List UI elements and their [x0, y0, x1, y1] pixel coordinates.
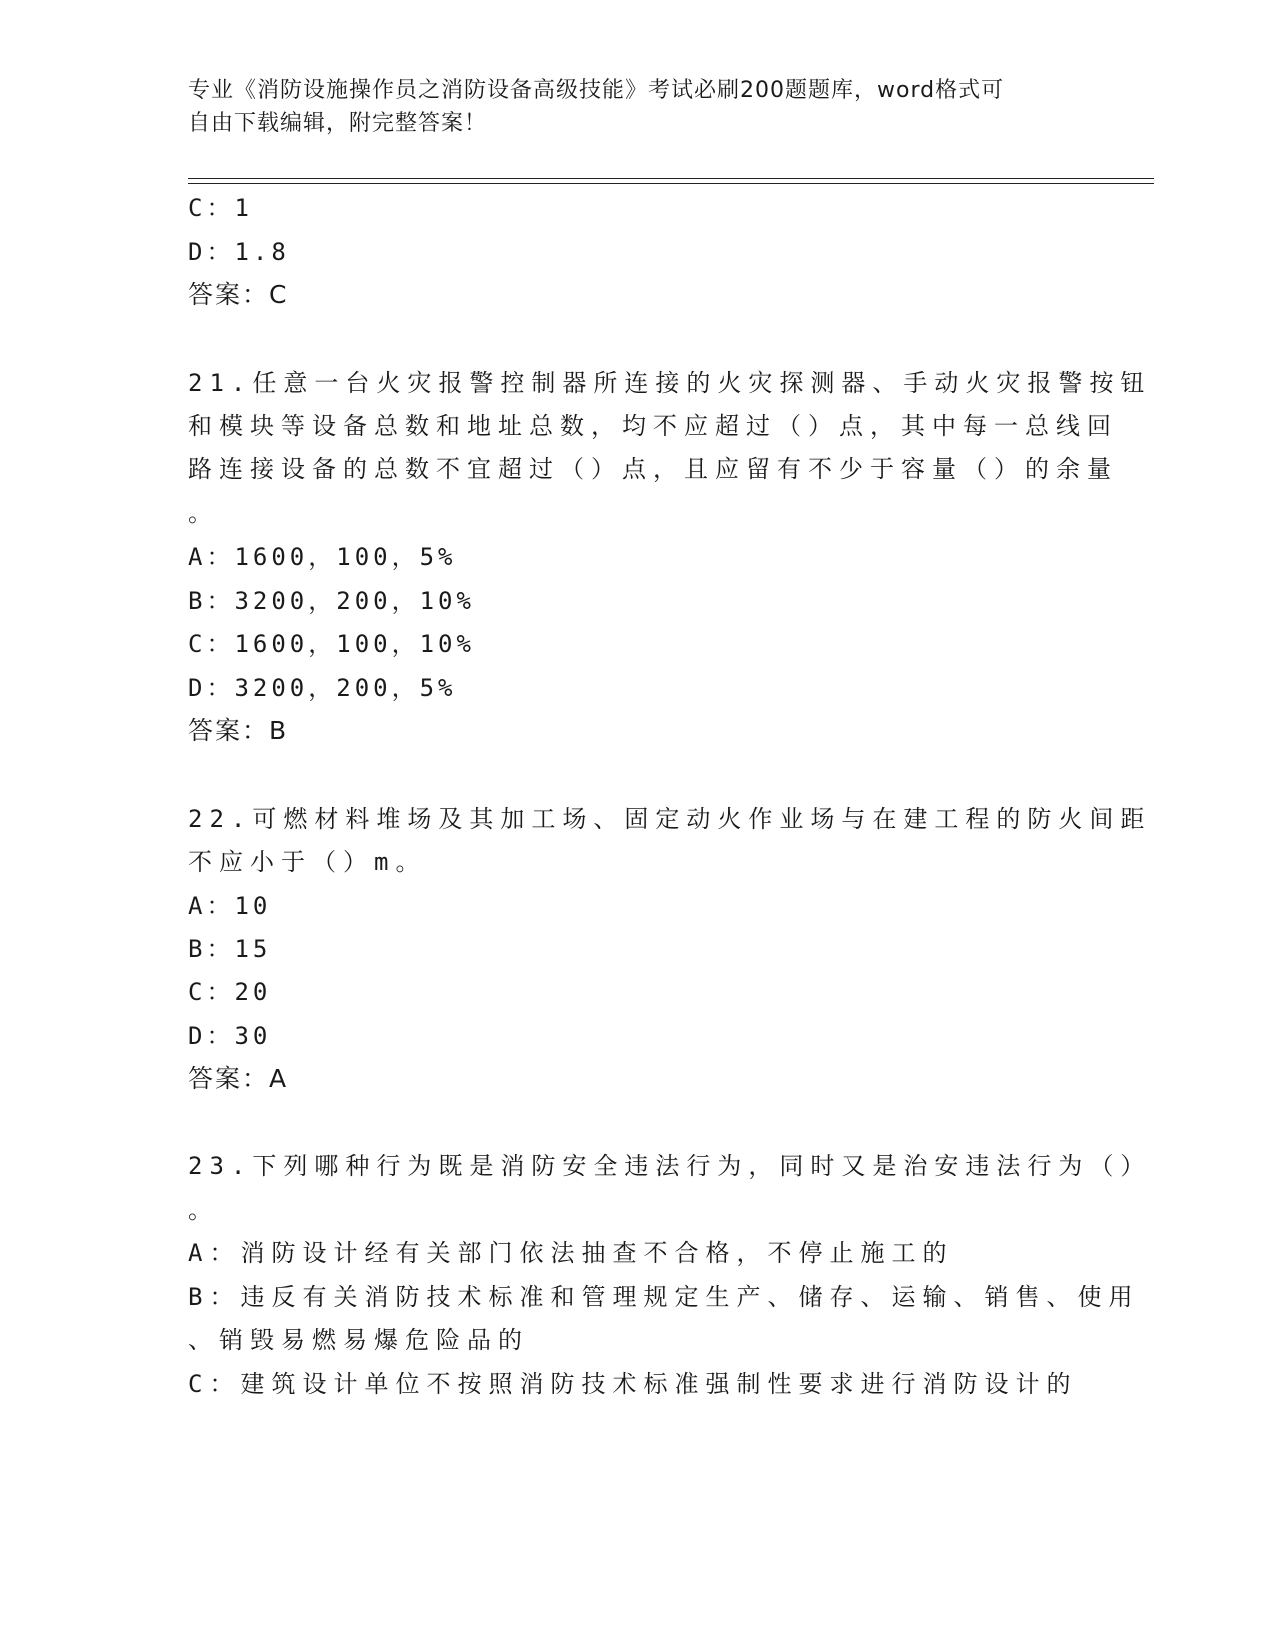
q23-option-a: A：消防设计经有关部门依法抽查不合格，不停止施工的 — [188, 1239, 954, 1267]
q23-option-b: B：违反有关消防技术标准和管理规定生产、储存、运输、销售、使用 — [188, 1283, 1140, 1311]
q21-option-b: B：3200，200，10% — [188, 587, 475, 615]
q21-stem-line-3: 路连接设备的总数不宜超过（）点，且应留有不少于容量（）的余量 — [188, 455, 1118, 483]
prev-answer: 答案：C — [188, 280, 289, 309]
header-line-1: 专业《消防设施操作员之消防设备高级技能》考试必刷200题题库，word格式可 — [188, 78, 1005, 103]
header-divider-top — [188, 178, 1154, 179]
q21-stem-line-4: 。 — [188, 499, 219, 527]
q22-stem-line-2: 不应小于（）m。 — [188, 848, 427, 876]
q22-stem-line-1: 22.可燃材料堆场及其加工场、固定动火作业场与在建工程的防火间距 — [188, 805, 1152, 833]
q21-stem-line-1: 21.任意一台火灾报警控制器所连接的火灾探测器、手动火灾报警按钮 — [188, 369, 1152, 397]
header-divider-bottom — [188, 183, 1154, 184]
page-header — [188, 74, 1068, 140]
prev-option-d: D：1.8 — [188, 238, 290, 266]
prev-option-c: C：1 — [188, 194, 253, 222]
q21-answer: 答案：B — [188, 716, 289, 745]
q22-answer: 答案：A — [188, 1064, 289, 1093]
q22-option-a: A：10 — [188, 892, 272, 920]
q21-option-a: A：1600，100，5% — [188, 543, 457, 571]
q23-stem-line-2: 。 — [188, 1196, 219, 1224]
q23-stem-line-1: 23.下列哪种行为既是消防安全违法行为，同时又是治安违法行为（） — [188, 1152, 1152, 1180]
q22-option-b: B：15 — [188, 935, 272, 963]
q23-option-c: C：建筑设计单位不按照消防技术标准强制性要求进行消防设计的 — [188, 1370, 1078, 1398]
q21-option-d: D：3200，200，5% — [188, 674, 457, 702]
q22-option-c: C：20 — [188, 978, 272, 1006]
q21-stem-line-2: 和模块等设备总数和地址总数，均不应超过（）点，其中每一总线回 — [188, 412, 1118, 440]
q21-option-c: C：1600，100，10% — [188, 630, 475, 658]
q23-option-b-cont: 、销毁易燃易爆危险品的 — [188, 1326, 529, 1354]
q22-option-d: D：30 — [188, 1022, 272, 1050]
header-line-2: 自由下载编辑，附完整答案！ — [188, 111, 488, 136]
